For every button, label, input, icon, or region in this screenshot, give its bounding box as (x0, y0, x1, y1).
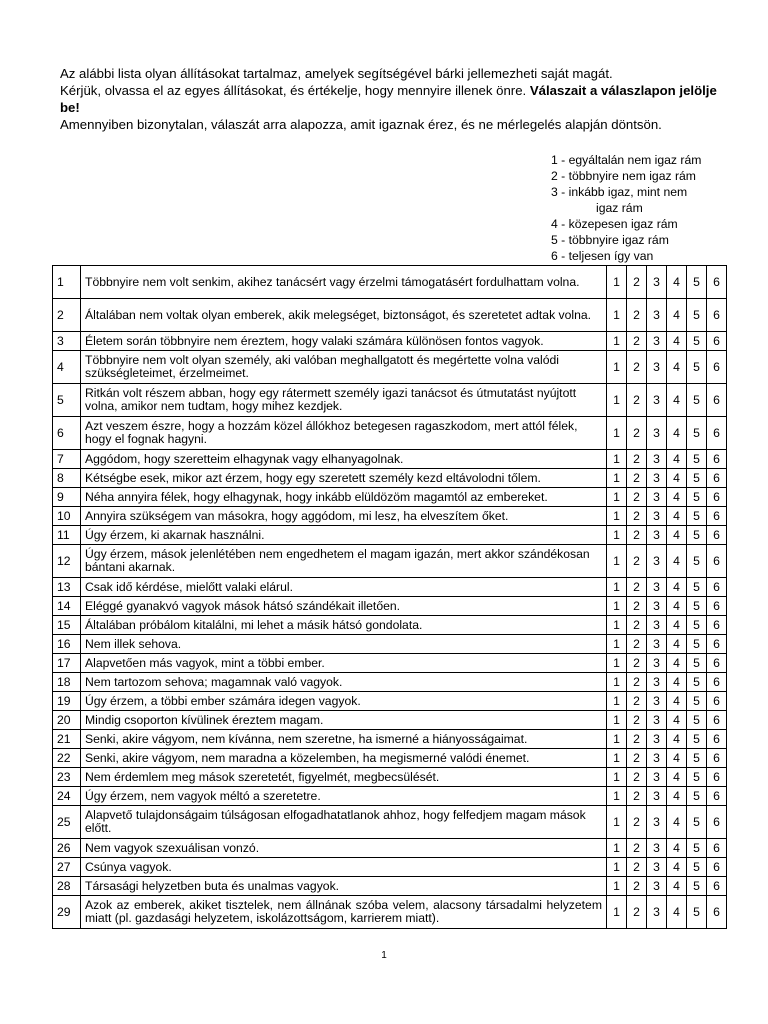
rating-option-3[interactable]: 3 (647, 749, 667, 768)
table-row (53, 806, 727, 839)
item-number: 13 (53, 578, 81, 597)
rating-option-3[interactable]: 3 (647, 266, 667, 299)
instructions-line-2-text: Kérjük, olvassa el az egyes állításokat, és értékelje, hogy mennyire illenek önre. (60, 83, 530, 98)
rating-option-5[interactable]: 5 (687, 266, 707, 299)
rating-option-2[interactable]: 2 (627, 266, 647, 299)
table-row (53, 768, 727, 787)
rating-option-3[interactable]: 3 (647, 839, 667, 858)
table-row (53, 332, 727, 351)
table-row (53, 635, 727, 654)
rating-option-1[interactable]: 1 (607, 635, 627, 654)
table-row (53, 545, 727, 578)
rating-option-3[interactable]: 3 (647, 578, 667, 597)
item-number: 17 (53, 654, 81, 673)
rating-option-2[interactable]: 2 (627, 749, 647, 768)
rating-option-4[interactable]: 4 (667, 545, 687, 578)
rating-option-4[interactable]: 4 (667, 654, 687, 673)
rating-option-5[interactable]: 5 (687, 673, 707, 692)
rating-option-3[interactable]: 3 (647, 806, 667, 839)
rating-option-1[interactable]: 1 (607, 266, 627, 299)
rating-scale-legend (551, 152, 701, 264)
item-statement: Alapvető tulajdonságaim túlságosan elfogadhatatlanok ahhoz, hogy felfedjem magam mások előtt. (81, 806, 607, 839)
item-statement: Kétségbe esek, mikor azt érzem, hogy egy szeretett személy kezd eltávolodni tőlem. (81, 469, 607, 488)
item-statement: Senki, akire vágyom, nem maradna a közelemben, ha megismerné valódi énemet. (81, 749, 607, 768)
item-number: 27 (53, 858, 81, 877)
rating-option-4[interactable]: 4 (667, 450, 687, 469)
rating-option-6[interactable]: 6 (707, 450, 727, 469)
rating-option-5[interactable]: 5 (687, 469, 707, 488)
item-statement: Annyira szükségem van másokra, hogy aggódom, mi lesz, ha elveszítem őket. (81, 507, 607, 526)
rating-option-3[interactable]: 3 (647, 545, 667, 578)
item-statement: Úgy érzem, nem vagyok méltó a szeretetre. (81, 787, 607, 806)
rating-option-1[interactable]: 1 (607, 768, 627, 787)
table-row (53, 488, 727, 507)
rating-option-3[interactable]: 3 (647, 450, 667, 469)
rating-option-4[interactable]: 4 (667, 635, 687, 654)
instructions-line-2-bold: Válaszait a válaszlapon jelölje be! (60, 83, 717, 115)
rating-option-3[interactable]: 3 (647, 417, 667, 450)
rating-option-4[interactable]: 4 (667, 730, 687, 749)
table-row (53, 654, 727, 673)
item-number: 1 (53, 266, 81, 299)
rating-option-5[interactable]: 5 (687, 578, 707, 597)
rating-option-3[interactable]: 3 (647, 877, 667, 896)
rating-option-5[interactable]: 5 (687, 332, 707, 351)
rating-option-6[interactable]: 6 (707, 749, 727, 768)
item-statement: Többnyire nem volt senkim, akihez tanácsért vagy érzelmi támogatásért fordulhattam volna. (81, 266, 607, 299)
item-statement: Nem érdemlem meg mások szeretetét, figyelmét, megbecsülését. (81, 768, 607, 787)
rating-option-4[interactable]: 4 (667, 488, 687, 507)
rating-option-5[interactable]: 5 (687, 730, 707, 749)
rating-option-3[interactable]: 3 (647, 351, 667, 384)
rating-option-6[interactable]: 6 (707, 266, 727, 299)
rating-option-5[interactable]: 5 (687, 597, 707, 616)
rating-option-6[interactable]: 6 (707, 673, 727, 692)
rating-option-2[interactable]: 2 (627, 654, 647, 673)
item-number: 2 (53, 299, 81, 332)
rating-option-5[interactable]: 5 (687, 896, 707, 929)
table-row (53, 749, 727, 768)
rating-option-1[interactable]: 1 (607, 673, 627, 692)
rating-option-2[interactable]: 2 (627, 730, 647, 749)
rating-option-1[interactable]: 1 (607, 787, 627, 806)
rating-option-1[interactable]: 1 (607, 711, 627, 730)
table-row (53, 384, 727, 417)
rating-option-3[interactable]: 3 (647, 768, 667, 787)
table-row (53, 877, 727, 896)
table-row (53, 839, 727, 858)
rating-option-2[interactable]: 2 (627, 896, 647, 929)
rating-option-4[interactable]: 4 (667, 839, 687, 858)
item-number: 21 (53, 730, 81, 749)
rating-option-3[interactable]: 3 (647, 711, 667, 730)
rating-option-2[interactable]: 2 (627, 332, 647, 351)
rating-option-2[interactable]: 2 (627, 526, 647, 545)
rating-option-4[interactable]: 4 (667, 896, 687, 929)
rating-option-2[interactable]: 2 (627, 858, 647, 877)
item-number: 3 (53, 332, 81, 351)
rating-option-2[interactable]: 2 (627, 417, 647, 450)
table-row (53, 692, 727, 711)
item-statement: Nem vagyok szexuálisan vonzó. (81, 839, 607, 858)
rating-option-1[interactable]: 1 (607, 578, 627, 597)
rating-option-1[interactable]: 1 (607, 896, 627, 929)
rating-option-6[interactable]: 6 (707, 654, 727, 673)
rating-option-2[interactable]: 2 (627, 507, 647, 526)
rating-option-1[interactable]: 1 (607, 469, 627, 488)
rating-option-2[interactable]: 2 (627, 692, 647, 711)
rating-option-6[interactable]: 6 (707, 858, 727, 877)
instructions (60, 65, 720, 133)
rating-option-3[interactable]: 3 (647, 384, 667, 417)
rating-option-2[interactable]: 2 (627, 450, 647, 469)
legend-item: 5 - többnyire igaz rám (551, 233, 669, 247)
item-statement: Úgy érzem, ki akarnak használni. (81, 526, 607, 545)
item-number: 7 (53, 450, 81, 469)
table-row (53, 673, 727, 692)
rating-option-2[interactable]: 2 (627, 806, 647, 839)
rating-option-2[interactable]: 2 (627, 787, 647, 806)
rating-option-2[interactable]: 2 (627, 711, 647, 730)
rating-option-6[interactable]: 6 (707, 839, 727, 858)
rating-option-6[interactable]: 6 (707, 635, 727, 654)
item-statement: Úgy érzem, mások jelenlétében nem engedhetem el magam igazán, mert akkor szándékosan bántani akarnak. (81, 545, 607, 578)
item-statement: Azok az emberek, akiket tisztelek, nem állnának szóba velem, alacsony társadalmi helyzetem miatt (pl. gazdasági helyzetem, iskolázottságom, karrierem miatt). (81, 896, 607, 929)
item-statement: Csúnya vagyok. (81, 858, 607, 877)
item-number: 24 (53, 787, 81, 806)
item-statement: Csak idő kérdése, mielőtt valaki elárul. (81, 578, 607, 597)
item-number: 6 (53, 417, 81, 450)
rating-option-4[interactable]: 4 (667, 266, 687, 299)
rating-option-6[interactable]: 6 (707, 299, 727, 332)
rating-option-3[interactable]: 3 (647, 654, 667, 673)
item-statement: Azt veszem észre, hogy a hozzám közel állókhoz betegesen ragaszkodom, mert attól félek, hogy el fognak hagyni. (81, 417, 607, 450)
rating-option-4[interactable]: 4 (667, 692, 687, 711)
rating-option-1[interactable]: 1 (607, 488, 627, 507)
item-statement: Nem tartozom sehova; magamnak való vagyok. (81, 673, 607, 692)
rating-option-5[interactable]: 5 (687, 488, 707, 507)
rating-option-5[interactable]: 5 (687, 877, 707, 896)
rating-option-5[interactable]: 5 (687, 858, 707, 877)
rating-option-4[interactable]: 4 (667, 768, 687, 787)
rating-option-3[interactable]: 3 (647, 673, 667, 692)
rating-option-1[interactable]: 1 (607, 351, 627, 384)
rating-option-5[interactable]: 5 (687, 635, 707, 654)
item-number: 10 (53, 507, 81, 526)
item-number: 28 (53, 877, 81, 896)
table-row (53, 417, 727, 450)
rating-option-5[interactable]: 5 (687, 692, 707, 711)
rating-option-4[interactable]: 4 (667, 787, 687, 806)
rating-option-1[interactable]: 1 (607, 806, 627, 839)
rating-option-2[interactable]: 2 (627, 351, 647, 384)
rating-option-1[interactable]: 1 (607, 507, 627, 526)
rating-option-4[interactable]: 4 (667, 749, 687, 768)
rating-option-5[interactable]: 5 (687, 839, 707, 858)
rating-option-5[interactable]: 5 (687, 711, 707, 730)
rating-option-5[interactable]: 5 (687, 787, 707, 806)
rating-option-6[interactable]: 6 (707, 730, 727, 749)
table-row (53, 266, 727, 299)
legend-item: 2 - többnyire nem igaz rám (551, 169, 696, 183)
rating-option-2[interactable]: 2 (627, 597, 647, 616)
instructions-line-2 (60, 82, 720, 116)
instructions-line-1: Az alábbi lista olyan állításokat tartalmaz, amelyek segítségével bárki jellemezheti saját magát. (60, 66, 613, 81)
rating-option-4[interactable]: 4 (667, 673, 687, 692)
rating-option-1[interactable]: 1 (607, 730, 627, 749)
item-statement: Nem illek sehova. (81, 635, 607, 654)
rating-option-2[interactable]: 2 (627, 877, 647, 896)
rating-option-3[interactable]: 3 (647, 692, 667, 711)
rating-option-6[interactable]: 6 (707, 768, 727, 787)
rating-option-5[interactable]: 5 (687, 526, 707, 545)
rating-option-1[interactable]: 1 (607, 858, 627, 877)
rating-option-6[interactable]: 6 (707, 692, 727, 711)
item-number: 18 (53, 673, 81, 692)
rating-option-4[interactable]: 4 (667, 597, 687, 616)
item-statement: Eléggé gyanakvó vagyok mások hátsó szándékait illetően. (81, 597, 607, 616)
rating-option-5[interactable]: 5 (687, 299, 707, 332)
rating-option-1[interactable]: 1 (607, 692, 627, 711)
rating-option-6[interactable]: 6 (707, 806, 727, 839)
rating-option-2[interactable]: 2 (627, 384, 647, 417)
rating-option-1[interactable]: 1 (607, 526, 627, 545)
table-row (53, 351, 727, 384)
questionnaire-table (52, 265, 727, 929)
rating-option-5[interactable]: 5 (687, 545, 707, 578)
rating-option-4[interactable]: 4 (667, 578, 687, 597)
rating-option-6[interactable]: 6 (707, 787, 727, 806)
rating-option-5[interactable]: 5 (687, 654, 707, 673)
rating-option-4[interactable]: 4 (667, 332, 687, 351)
rating-option-3[interactable]: 3 (647, 332, 667, 351)
rating-option-6[interactable]: 6 (707, 507, 727, 526)
item-number: 14 (53, 597, 81, 616)
item-number: 11 (53, 526, 81, 545)
item-number: 29 (53, 896, 81, 929)
legend-item-continuation: igaz rám (596, 201, 643, 215)
rating-option-6[interactable]: 6 (707, 469, 727, 488)
rating-option-1[interactable]: 1 (607, 839, 627, 858)
rating-option-6[interactable]: 6 (707, 597, 727, 616)
item-statement: Életem során többnyire nem éreztem, hogy valaki számára különösen fontos vagyok. (81, 332, 607, 351)
item-number: 20 (53, 711, 81, 730)
rating-option-6[interactable]: 6 (707, 545, 727, 578)
rating-option-1[interactable]: 1 (607, 654, 627, 673)
item-number: 23 (53, 768, 81, 787)
rating-option-3[interactable]: 3 (647, 507, 667, 526)
table-row (53, 578, 727, 597)
rating-option-3[interactable]: 3 (647, 896, 667, 929)
item-statement: Alapvetően más vagyok, mint a többi ember. (81, 654, 607, 673)
rating-option-3[interactable]: 3 (647, 299, 667, 332)
rating-option-3[interactable]: 3 (647, 526, 667, 545)
rating-option-5[interactable]: 5 (687, 450, 707, 469)
item-number: 12 (53, 545, 81, 578)
rating-option-2[interactable]: 2 (627, 635, 647, 654)
rating-option-6[interactable]: 6 (707, 578, 727, 597)
item-number: 5 (53, 384, 81, 417)
table-row (53, 787, 727, 806)
table-row (53, 711, 727, 730)
item-number: 16 (53, 635, 81, 654)
rating-option-5[interactable]: 5 (687, 384, 707, 417)
rating-option-3[interactable]: 3 (647, 597, 667, 616)
rating-option-1[interactable]: 1 (607, 597, 627, 616)
instructions-line-3: Amennyiben bizonytalan, válaszát arra alapozza, amit igaznak érez, és ne mérlegelés alapján döntsön. (60, 117, 662, 132)
rating-option-6[interactable]: 6 (707, 711, 727, 730)
rating-option-4[interactable]: 4 (667, 526, 687, 545)
table-row (53, 616, 727, 635)
rating-option-1[interactable]: 1 (607, 749, 627, 768)
table-row (53, 896, 727, 929)
item-statement: Senki, akire vágyom, nem kívánna, nem szeretne, ha ismerné a hiányosságaimat. (81, 730, 607, 749)
rating-option-5[interactable]: 5 (687, 806, 707, 839)
rating-option-4[interactable]: 4 (667, 616, 687, 635)
rating-option-5[interactable]: 5 (687, 768, 707, 787)
rating-option-2[interactable]: 2 (627, 578, 647, 597)
rating-option-4[interactable]: 4 (667, 417, 687, 450)
item-number: 4 (53, 351, 81, 384)
rating-option-1[interactable]: 1 (607, 299, 627, 332)
rating-option-4[interactable]: 4 (667, 299, 687, 332)
table-row (53, 730, 727, 749)
rating-option-1[interactable]: 1 (607, 877, 627, 896)
rating-option-1[interactable]: 1 (607, 616, 627, 635)
rating-option-1[interactable]: 1 (607, 450, 627, 469)
table-row (53, 299, 727, 332)
item-number: 19 (53, 692, 81, 711)
rating-option-6[interactable]: 6 (707, 896, 727, 929)
rating-option-2[interactable]: 2 (627, 299, 647, 332)
rating-option-4[interactable]: 4 (667, 507, 687, 526)
rating-option-6[interactable]: 6 (707, 616, 727, 635)
rating-option-6[interactable]: 6 (707, 384, 727, 417)
rating-option-2[interactable]: 2 (627, 616, 647, 635)
rating-option-3[interactable]: 3 (647, 488, 667, 507)
table-row (53, 469, 727, 488)
rating-option-2[interactable]: 2 (627, 839, 647, 858)
legend-item: 6 - teljesen így van (551, 249, 654, 263)
table-row (53, 526, 727, 545)
table-row (53, 507, 727, 526)
legend-item: 1 - egyáltalán nem igaz rám (551, 153, 702, 167)
item-statement: Úgy érzem, a többi ember számára idegen vagyok. (81, 692, 607, 711)
page-number: 1 (381, 950, 387, 961)
rating-option-4[interactable]: 4 (667, 858, 687, 877)
rating-option-5[interactable]: 5 (687, 616, 707, 635)
rating-option-2[interactable]: 2 (627, 488, 647, 507)
rating-option-3[interactable]: 3 (647, 635, 667, 654)
item-number: 15 (53, 616, 81, 635)
rating-option-5[interactable]: 5 (687, 507, 707, 526)
rating-option-1[interactable]: 1 (607, 384, 627, 417)
rating-option-2[interactable]: 2 (627, 768, 647, 787)
rating-option-4[interactable]: 4 (667, 384, 687, 417)
rating-option-2[interactable]: 2 (627, 673, 647, 692)
item-statement: Általában próbálom kitalálni, mi lehet a másik hátsó gondolata. (81, 616, 607, 635)
item-statement: Ritkán volt részem abban, hogy egy rátermett személy igazi tanácsot és útmutatást nyújtott volna, amikor nem tudtam, hogy mihez kezdjek. (81, 384, 607, 417)
item-statement: Néha annyira félek, hogy elhagynak, hogy inkább elüldözöm magamtól az embereket. (81, 488, 607, 507)
legend-item: 3 - inkább igaz, mint nem (551, 185, 688, 199)
item-statement: Többnyire nem volt olyan személy, aki valóban meghallgatott és megértette volna valódi szükségleteimet, érzelmeimet. (81, 351, 607, 384)
rating-option-5[interactable]: 5 (687, 351, 707, 384)
rating-option-5[interactable]: 5 (687, 417, 707, 450)
item-number: 26 (53, 839, 81, 858)
item-number: 9 (53, 488, 81, 507)
rating-option-6[interactable]: 6 (707, 877, 727, 896)
rating-option-6[interactable]: 6 (707, 526, 727, 545)
rating-option-4[interactable]: 4 (667, 711, 687, 730)
rating-option-4[interactable]: 4 (667, 877, 687, 896)
rating-option-2[interactable]: 2 (627, 469, 647, 488)
item-statement: Aggódom, hogy szeretteim elhagynak vagy elhanyagolnak. (81, 450, 607, 469)
legend-item: 4 - közepesen igaz rám (551, 217, 678, 231)
item-statement: Mindig csoporton kívülinek éreztem magam. (81, 711, 607, 730)
rating-option-6[interactable]: 6 (707, 332, 727, 351)
item-statement: Társasági helyzetben buta és unalmas vagyok. (81, 877, 607, 896)
rating-option-4[interactable]: 4 (667, 469, 687, 488)
rating-option-5[interactable]: 5 (687, 749, 707, 768)
rating-option-1[interactable]: 1 (607, 545, 627, 578)
rating-option-3[interactable]: 3 (647, 469, 667, 488)
table-row (53, 858, 727, 877)
item-number: 25 (53, 806, 81, 839)
item-number: 8 (53, 469, 81, 488)
rating-option-3[interactable]: 3 (647, 730, 667, 749)
rating-option-1[interactable]: 1 (607, 417, 627, 450)
rating-option-6[interactable]: 6 (707, 488, 727, 507)
item-number: 22 (53, 749, 81, 768)
rating-option-1[interactable]: 1 (607, 332, 627, 351)
rating-option-6[interactable]: 6 (707, 351, 727, 384)
rating-option-4[interactable]: 4 (667, 806, 687, 839)
item-statement: Általában nem voltak olyan emberek, akik melegséget, biztonságot, és szeretetet adtak volna. (81, 299, 607, 332)
rating-option-3[interactable]: 3 (647, 858, 667, 877)
rating-option-6[interactable]: 6 (707, 417, 727, 450)
rating-option-4[interactable]: 4 (667, 351, 687, 384)
rating-option-2[interactable]: 2 (627, 545, 647, 578)
table-row (53, 597, 727, 616)
rating-option-3[interactable]: 3 (647, 616, 667, 635)
rating-option-3[interactable]: 3 (647, 787, 667, 806)
table-row (53, 450, 727, 469)
